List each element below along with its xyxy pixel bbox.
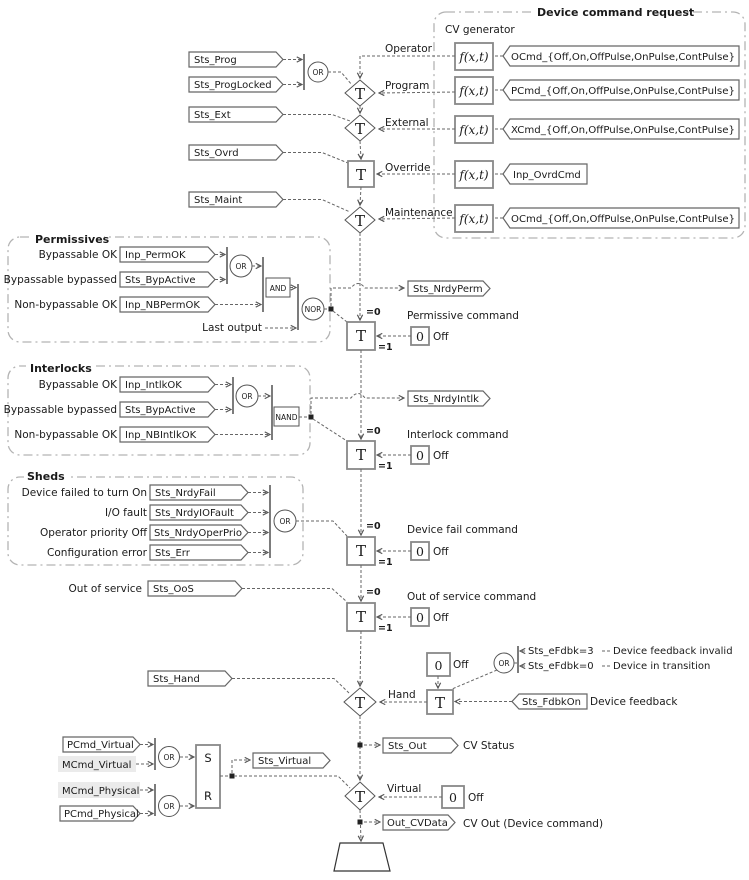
zero-glyph: 0 — [416, 329, 424, 344]
sts-out-text: Sts_Out — [388, 741, 427, 752]
last-output-label: Last output — [202, 322, 262, 334]
permissive-command-title: Permissive command — [407, 310, 519, 322]
sts-bypactive2-text: Sts_BypActive — [125, 405, 196, 416]
cv-status-label: CV Status — [463, 740, 515, 752]
t-selector-override-glyph: T — [355, 166, 367, 184]
sheds-title: Sheds — [27, 470, 65, 483]
cv-generator-label: CV generator — [445, 24, 515, 36]
program-line-label: Program — [385, 80, 430, 92]
mode-selector-chain — [189, 43, 455, 233]
cv-status-branch — [358, 738, 515, 753]
inp-permok-text: Inp_PermOK — [125, 250, 186, 261]
sts-nrdyfail-text: Sts_NrdyFail — [155, 488, 216, 499]
sts-oos-text: Sts_OoS — [153, 584, 194, 595]
device-fail-command-title: Device fail command — [407, 524, 518, 536]
sts-bypactive-text: Sts_BypActive — [125, 275, 196, 286]
device-command-request-title: Device command request — [537, 6, 695, 19]
operator-line-label: Operator — [385, 43, 432, 55]
sts-err-text: Sts_Err — [155, 548, 190, 559]
permissives-title: Permissives — [35, 233, 110, 246]
t-block-permissive-glyph: T — [355, 327, 367, 345]
pcmd-virtual-text: PCmd_Virtual — [67, 740, 134, 751]
virtual-line-label: Virtual — [387, 783, 422, 795]
permissives-row-label: Bypassable bypassed — [3, 274, 117, 286]
pcmd-physical-text: PCmd_Physical — [64, 809, 139, 820]
inp-intlkok-text: Inp_IntlkOK — [125, 380, 182, 391]
and-gate-permissive-label: AND — [269, 284, 287, 293]
pcmd-program-text: PCmd_{Off,On,OffPulse,OnPulse,ContPulse} — [511, 86, 735, 97]
zero-glyph: 0 — [416, 544, 424, 559]
sts-nrdyiofault-text: Sts_NrdyIOFault — [155, 508, 234, 519]
fxt-label: f(x,t) — [459, 123, 489, 137]
interlocks-row-label: Non-bypassable OK — [14, 429, 117, 441]
sr-latch-r-label: R — [204, 789, 212, 803]
t-block-oos-glyph: T — [355, 608, 367, 626]
or-gate-interlock-label: OR — [241, 392, 253, 401]
permissive-command-section — [324, 281, 519, 353]
eq0-label: =0 — [366, 426, 381, 437]
sr-latch-s-label: S — [204, 751, 212, 765]
eq1-label: =1 — [378, 557, 393, 568]
mcmd-virtual-text: MCmd_Virtual — [62, 760, 132, 771]
t-selector-external-glyph: T — [354, 120, 366, 138]
eq0-label: =0 — [366, 307, 381, 318]
t-selector-maintenance-glyph: T — [354, 212, 366, 230]
zero-glyph: 0 — [416, 448, 424, 463]
sheds-row-label: Device failed to turn On — [21, 487, 147, 499]
device-feedback-label: Device feedback — [590, 696, 678, 708]
zero-glyph: 0 — [449, 790, 457, 805]
or-gate-reset-label: OR — [163, 802, 175, 811]
sts-virtual-text: Sts_Virtual — [258, 756, 312, 767]
out-of-service-label: Out of service — [68, 583, 142, 595]
sheds-box — [8, 470, 303, 565]
out-of-service-section — [69, 581, 537, 634]
oos-command-title: Out of service command — [407, 591, 537, 603]
t-block-interlock-glyph: T — [355, 446, 367, 464]
sts-ovrd-text: Sts_Ovrd — [194, 148, 239, 159]
sts-proglocked-text: Sts_ProgLocked — [194, 80, 272, 91]
t-block-feedback-glyph: T — [434, 694, 446, 712]
interlock-command-section — [299, 391, 509, 472]
or-gate-prog-label: OR — [312, 68, 324, 77]
zero-glyph: 0 — [416, 610, 424, 625]
interlocks-title: Interlocks — [30, 362, 92, 375]
inp-nbintlkok-text: Inp_NBIntlkOK — [125, 430, 197, 441]
external-line-label: External — [385, 117, 429, 129]
off-label: Off — [468, 792, 484, 804]
eq0-label: =0 — [366, 587, 381, 598]
interlock-command-title: Interlock command — [407, 429, 509, 441]
t-selector-hand-glyph: T — [354, 694, 366, 712]
sts-hand-text: Sts_Hand — [153, 674, 200, 685]
nor-gate-permissive-label: NOR — [304, 305, 322, 314]
device-command-request-box — [434, 6, 745, 238]
hand-line-label: Hand — [388, 689, 416, 701]
virtual-latch-section — [58, 737, 350, 821]
device-fail-command-section — [296, 521, 518, 568]
zero-glyph: 0 — [434, 658, 443, 673]
interlocks-box — [4, 361, 310, 455]
eq1-label: =1 — [378, 461, 393, 472]
off-label: Off — [453, 659, 469, 671]
in-transition-label: Device in transition — [613, 661, 711, 672]
fxt-label: f(x,t) — [459, 168, 489, 182]
or-gate-sheds-label: OR — [279, 517, 291, 526]
hand-section — [148, 643, 733, 716]
mcmd-physical-text: MCmd_Physical — [62, 786, 140, 797]
eq1-label: =1 — [378, 342, 393, 353]
t-block-devicefail-glyph: T — [355, 542, 367, 560]
device-output-trapezoid — [334, 843, 390, 871]
ocmd-maintenance-text: OCmd_{Off,On,OffPulse,OnPulse,ContPulse} — [511, 214, 735, 225]
eq1-label: =1 — [378, 623, 393, 634]
sheds-row-label: Configuration error — [47, 547, 147, 559]
fxt-label: f(x,t) — [459, 212, 489, 226]
permissives-box — [4, 232, 330, 342]
sts-nrdyintlk-text: Sts_NrdyIntlk — [413, 394, 479, 405]
sheds-row-label: Operator priority Off — [39, 527, 147, 539]
sts-maint-text: Sts_Maint — [194, 195, 243, 206]
t-selector-virtual-glyph: T — [354, 788, 366, 806]
nand-gate-interlock-label: NAND — [275, 413, 298, 422]
interlocks-row-label: Bypassable OK — [38, 379, 117, 391]
xcmd-external-text: XCmd_{Off,On,OffPulse,OnPulse,ContPulse} — [511, 125, 735, 136]
inp-nbpermok-text: Inp_NBPermOK — [125, 300, 200, 311]
or-gate-permissive-label: OR — [235, 262, 247, 271]
off-label: Off — [433, 450, 449, 462]
sts-ext-text: Sts_Ext — [194, 110, 231, 121]
interlocks-row-label: Bypassable bypassed — [3, 404, 117, 416]
off-label: Off — [433, 546, 449, 558]
virtual-selector-section — [334, 782, 603, 871]
feedback-invalid-label: Device feedback invalid — [613, 646, 733, 657]
off-label: Off — [433, 612, 449, 624]
sheds-row-label: I/O fault — [104, 507, 147, 519]
override-line-label: Override — [385, 162, 431, 174]
sts-nrdyperm-text: Sts_NrdyPerm — [413, 284, 483, 295]
fxt-label: f(x,t) — [459, 84, 489, 98]
inp-ovrdcmd-text: Inp_OvrdCmd — [513, 170, 581, 181]
off-label: Off — [433, 331, 449, 343]
sts-fdbkon-text: Sts_FdbkOn — [522, 697, 581, 708]
permissives-row-label: Bypassable OK — [38, 249, 117, 261]
sts-efdbk0-text: Sts_eFdbk=0 — [528, 661, 594, 672]
or-gate-set-label: OR — [163, 753, 175, 762]
cv-out-label: CV Out (Device command) — [463, 818, 604, 830]
sts-efdbk3-text: Sts_eFdbk=3 — [528, 646, 594, 657]
eq0-label: =0 — [366, 521, 381, 532]
sts-prog-text: Sts_Prog — [194, 55, 237, 66]
maintenance-line-label: Maintenance — [385, 207, 453, 219]
out-cvdata-text: Out_CVData — [387, 818, 448, 829]
sts-nrdyoperprio-text: Sts_NrdyOperPrio — [154, 528, 242, 539]
fxt-label: f(x,t) — [459, 50, 489, 64]
t-selector-program-glyph: T — [354, 85, 366, 103]
ocmd-operator-text: OCmd_{Off,On,OffPulse,OnPulse,ContPulse} — [511, 52, 735, 63]
or-gate-feedback-label: OR — [498, 659, 510, 668]
permissives-row-label: Non-bypassable OK — [14, 299, 117, 311]
